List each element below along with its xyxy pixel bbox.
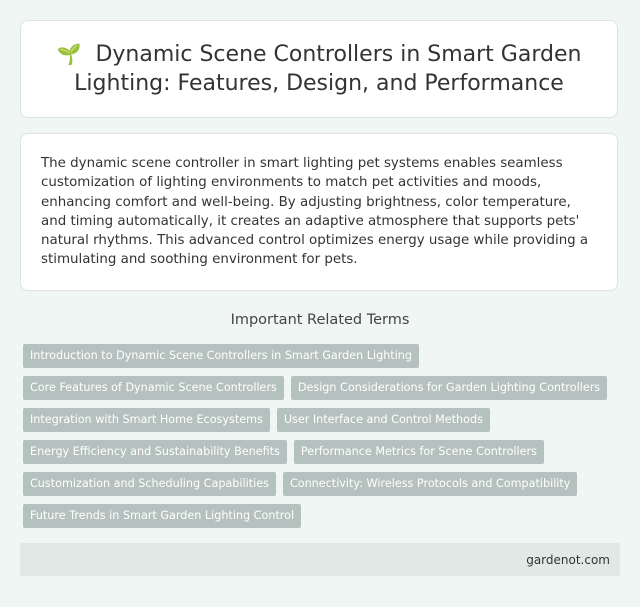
title-card (20, 20, 618, 118)
related-term-tag[interactable]: Customization and Scheduling Capabilities (23, 472, 276, 496)
related-term-tag[interactable]: Future Trends in Smart Garden Lighting Control (23, 504, 301, 528)
related-term-tag[interactable]: Energy Efficiency and Sustainability Benefits (23, 440, 287, 464)
related-terms-heading: Important Related Terms (230, 312, 410, 328)
footer-site-link[interactable]: gardenot.com (526, 552, 610, 567)
related-term-tag[interactable]: Core Features of Dynamic Scene Controllers (23, 376, 284, 400)
page-title (51, 40, 587, 98)
related-term-tag[interactable]: Integration with Smart Home Ecosystems (23, 408, 270, 432)
summary-text: The dynamic scene controller in smart lighting pet systems enables seamless customization of lighting environments to match pet activities and moods, enhancing comfort and well-being. By adjusting brightness, color temperature, and timing automatically, it creates an adaptive atmosphere that supports pets' natural rhythms. This advanced control optimizes energy usage while providing a stimulating and soothing environment for pets. (41, 156, 589, 268)
summary-card (20, 133, 618, 291)
related-term-tag[interactable]: Connectivity: Wireless Protocols and Compatibility (283, 472, 578, 496)
page-title-text: Dynamic Scene Controllers in Smart Garden Lighting: Features, Design, and Performance (74, 42, 582, 96)
related-term-tag[interactable]: User Interface and Control Methods (277, 408, 490, 432)
seedling-icon: 🌱 (56, 42, 82, 66)
related-term-tag[interactable]: Introduction to Dynamic Scene Controllers in Smart Garden Lighting (23, 344, 419, 368)
related-term-tag[interactable]: Performance Metrics for Scene Controllers (294, 440, 544, 464)
footer-bar (20, 543, 620, 576)
related-terms-list (23, 344, 623, 528)
related-term-tag[interactable]: Design Considerations for Garden Lighting Controllers (291, 376, 607, 400)
